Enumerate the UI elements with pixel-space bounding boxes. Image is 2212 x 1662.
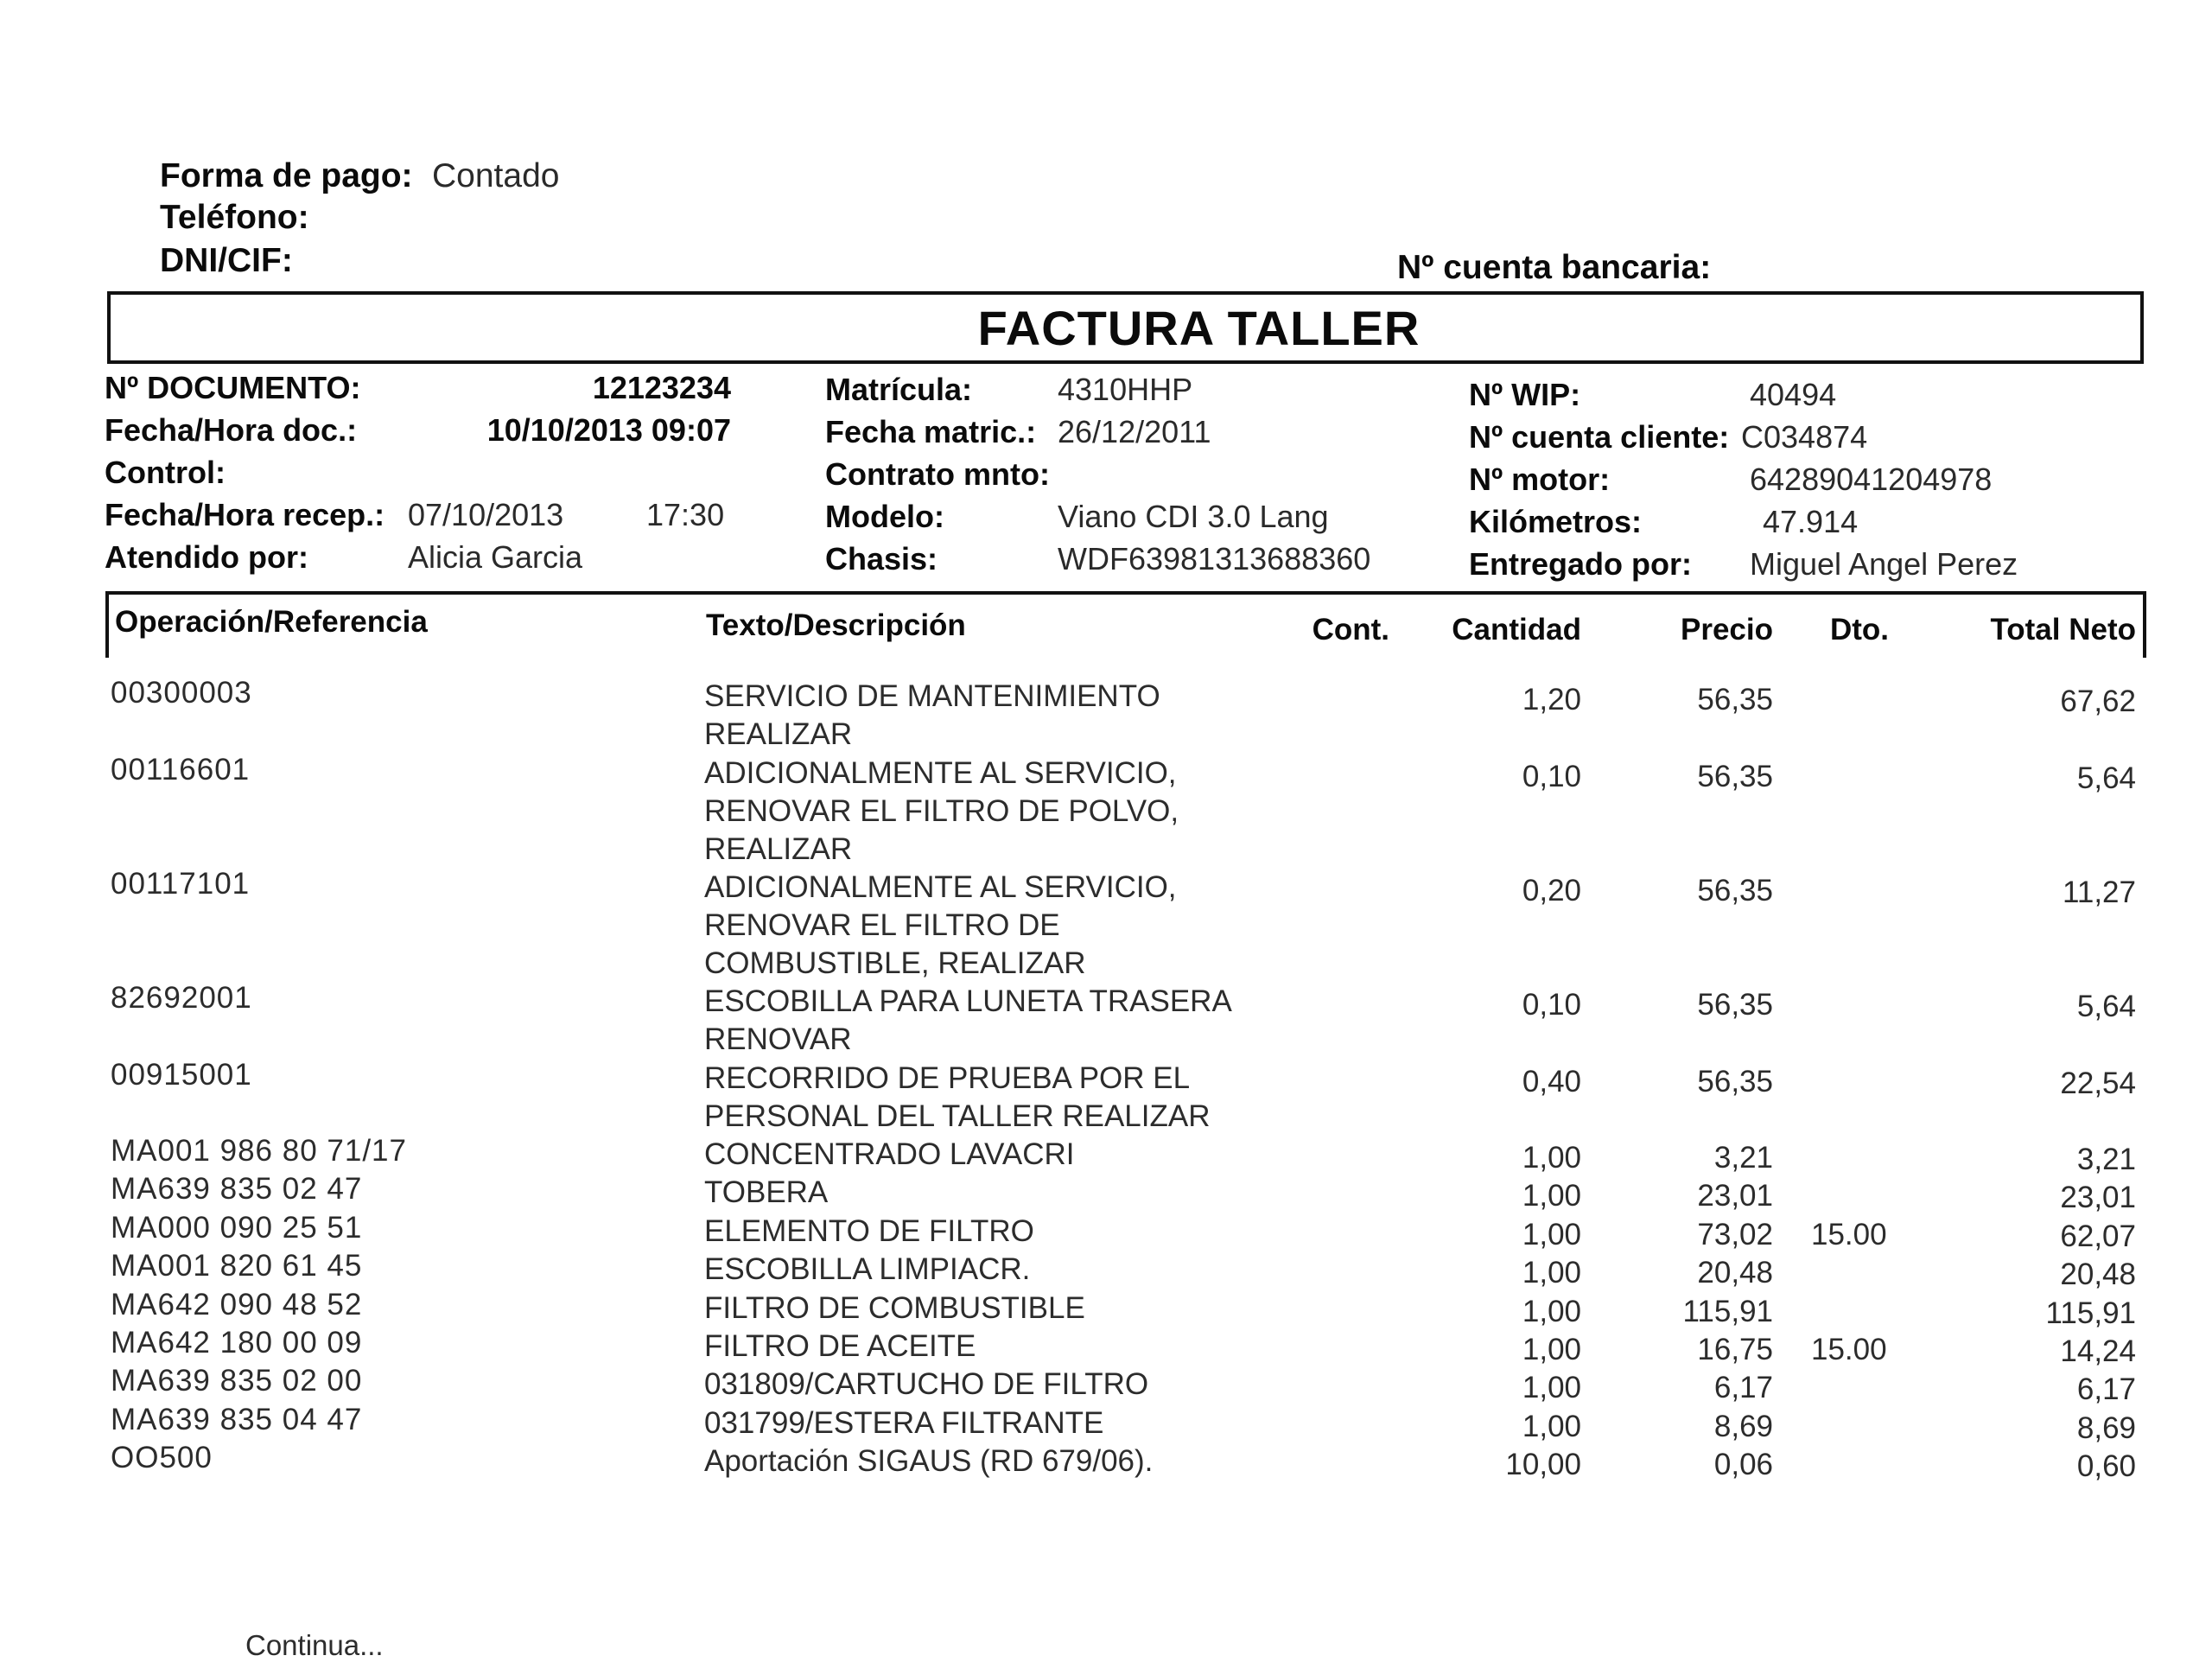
line-description: ESCOBILLA PARA LUNETA TRASERA — [704, 984, 1232, 1018]
cuenta-cliente-value: C034874 — [1741, 419, 1868, 455]
line-cantidad: 1,00 — [1522, 1295, 1581, 1328]
line-description: ADICIONALMENTE AL SERVICIO, — [704, 756, 1177, 790]
line-dto: 15.00 — [1811, 1218, 1887, 1251]
line-reference: 82692001 — [111, 981, 252, 1015]
fecha-doc-value: 10/10/2013 09:07 — [486, 412, 731, 448]
line-cantidad: 1,00 — [1522, 1218, 1581, 1251]
line-total: 5,64 — [2076, 990, 2136, 1023]
line-cantidad: 0,10 — [1522, 760, 1581, 793]
line-reference: 00116601 — [111, 753, 251, 786]
line-precio: 6,17 — [1713, 1371, 1773, 1404]
fecha-matric-label: Fecha matric.: — [825, 414, 1037, 449]
dni-label: DNI/CIF: — [160, 242, 293, 279]
line-total: 8,69 — [2076, 1411, 2136, 1445]
line-precio: 56,35 — [1697, 874, 1773, 907]
line-precio: 23,01 — [1697, 1179, 1773, 1213]
line-total: 22,54 — [2060, 1067, 2136, 1100]
line-dto: 15.00 — [1811, 1333, 1887, 1366]
line-total: 67,62 — [2060, 685, 2136, 718]
cuenta-bancaria-label: Nº cuenta bancaria: — [1397, 249, 1712, 286]
line-description: RENOVAR EL FILTRO DE — [704, 908, 1060, 942]
line-total: 20,48 — [2060, 1258, 2136, 1291]
motor-value: 64289041204978 — [1750, 462, 1993, 497]
line-cantidad: 10,00 — [1505, 1448, 1581, 1481]
line-description: RECORRIDO DE PRUEBA POR EL — [704, 1061, 1191, 1095]
line-description: ELEMENTO DE FILTRO — [704, 1214, 1034, 1248]
invoice-title-box — [107, 291, 2144, 364]
fecha-matric-value: 26/12/2011 — [1058, 414, 1211, 449]
line-description: COMBUSTIBLE, REALIZAR — [704, 946, 1086, 980]
chasis-label: Chasis: — [825, 541, 938, 576]
fecha-recep-label: Fecha/Hora recep.: — [105, 497, 385, 532]
atendido-label: Atendido por: — [105, 539, 308, 575]
control-label: Control: — [105, 455, 226, 490]
line-cantidad: 1,00 — [1522, 1179, 1581, 1213]
line-cantidad: 1,00 — [1522, 1256, 1581, 1289]
line-precio: 56,35 — [1697, 683, 1773, 716]
line-total: 115,91 — [2045, 1296, 2136, 1330]
line-description: FILTRO DE ACEITE — [704, 1329, 976, 1363]
line-reference: MA000 090 25 51 — [111, 1211, 363, 1245]
line-total: 3,21 — [2076, 1143, 2136, 1176]
chasis-value: WDF63981313688360 — [1058, 541, 1371, 576]
line-description: REALIZAR — [704, 832, 853, 866]
line-total: 14,24 — [2060, 1334, 2136, 1368]
col-header-ref: Operación/Referencia — [115, 605, 428, 639]
entregado-label: Entregado por: — [1469, 546, 1692, 582]
line-description: PERSONAL DEL TALLER REALIZAR — [704, 1099, 1211, 1133]
forma-pago-label: Forma de pago: — [160, 157, 413, 194]
motor-label: Nº motor: — [1469, 462, 1611, 497]
line-cantidad: 1,00 — [1522, 1371, 1581, 1404]
line-description: RENOVAR EL FILTRO DE POLVO, — [704, 794, 1179, 828]
line-precio: 16,75 — [1697, 1333, 1773, 1366]
cuenta-cliente-label: Nº cuenta cliente: — [1469, 419, 1730, 455]
line-description: FILTRO DE COMBUSTIBLE — [704, 1291, 1085, 1325]
modelo-label: Modelo: — [825, 499, 944, 534]
fecha-recep-time: 17:30 — [646, 497, 725, 532]
line-cantidad: 1,00 — [1522, 1333, 1581, 1366]
forma-pago-value: Contado — [432, 157, 560, 194]
line-reference: OO500 — [111, 1441, 213, 1474]
atendido-value: Alicia Garcia — [408, 539, 583, 575]
col-header-cantidad: Cantidad — [1452, 613, 1581, 646]
line-description: 031809/CARTUCHO DE FILTRO — [704, 1367, 1149, 1401]
entregado-value: Miguel Angel Perez — [1750, 546, 2018, 582]
line-cantidad: 1,20 — [1522, 683, 1581, 716]
documento-value: 12123234 — [592, 370, 731, 405]
fecha-doc-label: Fecha/Hora doc.: — [105, 412, 358, 448]
line-description: ADICIONALMENTE AL SERVICIO, — [704, 870, 1177, 904]
line-precio: 73,02 — [1697, 1218, 1773, 1251]
line-precio: 0,06 — [1713, 1448, 1773, 1481]
line-precio: 8,69 — [1713, 1410, 1773, 1443]
wip-label: Nº WIP: — [1469, 377, 1581, 412]
line-reference: 00915001 — [111, 1058, 252, 1092]
line-total: 0,60 — [2076, 1449, 2136, 1483]
line-total: 6,17 — [2076, 1372, 2136, 1406]
wip-value: 40494 — [1750, 377, 1837, 412]
line-precio: 56,35 — [1697, 988, 1773, 1022]
line-cantidad: 0,20 — [1522, 874, 1581, 907]
kilometros-value: 47.914 — [1763, 504, 1859, 539]
line-reference: 00300003 — [111, 676, 252, 710]
col-header-desc: Texto/Descripción — [706, 608, 966, 642]
line-description: 031799/ESTERA FILTRANTE — [704, 1406, 1104, 1440]
col-header-precio: Precio — [1681, 613, 1773, 646]
col-header-dto: Dto. — [1830, 613, 1890, 646]
line-description: RENOVAR — [704, 1022, 852, 1056]
line-cantidad: 0,10 — [1522, 988, 1581, 1022]
fecha-recep-date: 07/10/2013 — [408, 497, 564, 532]
invoice-title: FACTURA TALLER — [977, 300, 1421, 355]
line-total: 62,07 — [2060, 1219, 2136, 1253]
line-total: 23,01 — [2060, 1181, 2136, 1214]
line-reference: MA001 820 61 45 — [111, 1249, 363, 1283]
kilometros-label: Kilómetros: — [1469, 504, 1643, 539]
contrato-label: Contrato mnto: — [825, 456, 1050, 492]
line-reference: MA642 090 48 52 — [111, 1288, 363, 1321]
col-header-total: Total Neto — [1990, 613, 2136, 646]
line-precio: 3,21 — [1713, 1141, 1773, 1175]
line-precio: 56,35 — [1697, 760, 1773, 793]
line-cantidad: 1,00 — [1522, 1410, 1581, 1443]
line-reference: MA001 986 80 71/17 — [111, 1134, 407, 1168]
modelo-value: Viano CDI 3.0 Lang — [1058, 499, 1329, 534]
matricula-label: Matrícula: — [825, 372, 973, 407]
line-reference: MA639 835 02 47 — [111, 1172, 363, 1206]
col-header-cont: Cont. — [1312, 613, 1389, 646]
matricula-value: 4310HHP — [1058, 372, 1193, 407]
line-description: CONCENTRADO LAVACRI — [704, 1137, 1075, 1171]
line-precio: 115,91 — [1682, 1295, 1773, 1328]
line-cantidad: 1,00 — [1522, 1141, 1581, 1175]
line-description: Aportación SIGAUS (RD 679/06). — [704, 1444, 1154, 1478]
line-description: SERVICIO DE MANTENIMIENTO — [704, 679, 1160, 713]
line-precio: 20,48 — [1697, 1256, 1773, 1289]
line-reference: MA639 835 02 00 — [111, 1364, 363, 1398]
line-cantidad: 0,40 — [1522, 1065, 1581, 1098]
line-description: REALIZAR — [704, 717, 853, 751]
continua-note: Continua... — [245, 1629, 384, 1661]
line-precio: 56,35 — [1697, 1065, 1773, 1098]
line-reference: MA639 835 04 47 — [111, 1403, 363, 1436]
documento-label: Nº DOCUMENTO: — [105, 370, 361, 405]
line-description: ESCOBILLA LIMPIACR. — [704, 1252, 1031, 1286]
line-reference: MA642 180 00 09 — [111, 1326, 363, 1360]
telefono-label: Teléfono: — [160, 199, 309, 236]
line-description: TOBERA — [704, 1175, 829, 1209]
line-total: 11,27 — [2063, 876, 2136, 909]
line-reference: 00117101 — [111, 867, 251, 901]
line-total: 5,64 — [2076, 761, 2136, 795]
